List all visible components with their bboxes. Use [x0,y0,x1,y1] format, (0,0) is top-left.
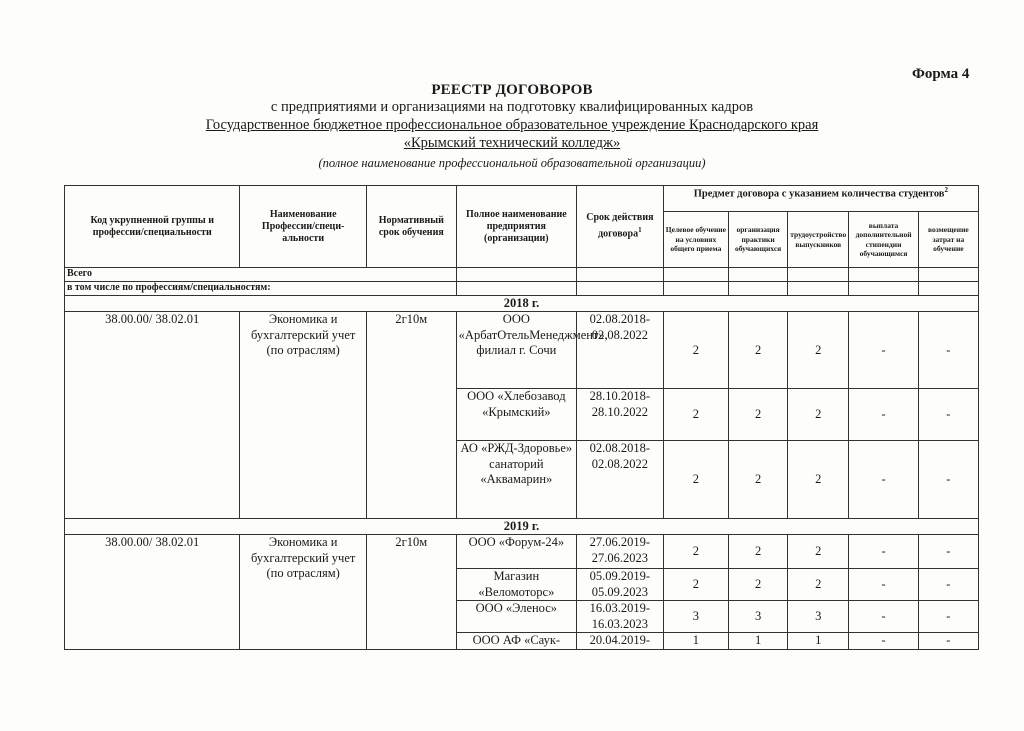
specialty-name: Экономика и бухгалтерский учет (по отраслям) [240,535,366,650]
specialty-code: 38.00.00/ 38.02.01 [65,535,240,650]
contract-dates: 02.08.2018-02.08.2022 [577,441,664,519]
document-subtitle: с предприятиями и организациями на подготовку квалифицированных кадров [270,99,754,115]
header-employment: трудоустройство выпускников [788,212,849,268]
contract-dates: 20.04.2019- [577,633,664,650]
practice-count: 3 [729,601,788,633]
target-training-count: 3 [663,601,728,633]
table-row [65,312,979,389]
employment-count: 2 [788,389,849,441]
document-title: РЕЕСТР ДОГОВОРОВ [431,82,593,98]
organization-name: Государственное бюджетное профессиональное образовательное учреждение Краснодарского края [205,117,819,133]
compensation-value: - [918,633,978,650]
target-training-count: 2 [663,312,728,389]
practice-count: 2 [729,441,788,519]
target-training-count: 2 [663,441,728,519]
employment-count: 2 [788,312,849,389]
practice-count: 2 [729,535,788,569]
contract-dates: 16.03.2019-16.03.2023 [577,601,664,633]
subtotal-row [65,282,979,296]
specialty-name: Экономика и бухгалтерский учет (по отраслям) [240,312,366,519]
practice-count: 2 [729,389,788,441]
header-term: Нормативный срок обучения [366,186,456,268]
year-label: 2019 г. [65,519,979,535]
compensation-value: - [918,601,978,633]
stipend-value: - [849,633,918,650]
specialty-code: 38.00.00/ 38.02.01 [65,312,240,519]
organization-name-cell: ООО «Хлебозавод «Крымский» [456,389,576,441]
contract-dates: 27.06.2019-27.06.2023 [577,535,664,569]
organization-note: (полное наименование профессиональной образовательной организации) [318,156,706,170]
employment-count: 2 [788,569,849,601]
compensation-value: - [918,312,978,389]
header-practice: организация практики обучающихся [729,212,788,268]
compensation-value: - [918,389,978,441]
target-training-count: 2 [663,569,728,601]
header-name: Наименование Профессии/специ-альности [240,186,366,268]
stipend-value: - [849,601,918,633]
organization-name-cell: ООО «АрбатОтельМенеджмент», филиал г. Сочи [456,312,576,389]
table-row [65,535,979,569]
contract-dates: 02.08.2018-02.08.2022 [577,312,664,389]
header-validity-label: Срок действия договора [586,212,654,240]
target-training-count: 2 [663,535,728,569]
header-subject-footnote: 2 [944,186,948,194]
header-organization: Полное наименование предприятия (организации) [456,186,576,268]
compensation-value: - [918,535,978,569]
stipend-value: - [849,441,918,519]
organization-name-cell: ООО «Эленос» [456,601,576,633]
practice-count: 1 [729,633,788,650]
header-stipend: выплата дополнительной стипендии обучающимся [849,212,918,268]
employment-count: 1 [788,633,849,650]
year-row [65,519,979,535]
subtotal-label: в том числе по профессиям/специальностям: [65,282,457,296]
header-compensation: возмещение затрат на обучение [918,212,978,268]
header-target-training: Целевое обучение на условиях общего приема [663,212,728,268]
study-term: 2г10м [366,535,456,650]
header-subject [663,186,978,212]
target-training-count: 2 [663,389,728,441]
organization-name-cell: Магазин «Веломоторс» [456,569,576,601]
employment-count: 2 [788,441,849,519]
stipend-value: - [849,389,918,441]
stipend-value: - [849,569,918,601]
organization-name-cell: ООО АФ «Саук- [456,633,576,650]
total-label: Всего [65,268,457,282]
contracts-register-table [64,185,979,650]
stipend-value: - [849,312,918,389]
compensation-value: - [918,441,978,519]
compensation-value: - [918,569,978,601]
study-term: 2г10м [366,312,456,519]
organization-short-name: «Крымский технический колледж» [403,135,621,151]
year-label: 2018 г. [65,296,979,312]
organization-name-cell: ООО «Форум-24» [456,535,576,569]
header-subject-label: Предмет договора с указанием количества студентов [693,188,945,200]
header-validity [577,186,664,268]
organization-name-cell: АО «РЖД-Здоровье» санаторий «Аквамарин» [456,441,576,519]
contract-dates: 28.10.2018-28.10.2022 [577,389,664,441]
target-training-count: 1 [663,633,728,650]
contract-dates: 05.09.2019-05.09.2023 [577,569,664,601]
year-row [65,296,979,312]
employment-count: 2 [788,535,849,569]
header-code: Код укрупненной группы и профессии/специальности [65,186,240,268]
practice-count: 2 [729,312,788,389]
total-row [65,268,979,282]
stipend-value: - [849,535,918,569]
employment-count: 3 [788,601,849,633]
header-validity-footnote: 1 [638,226,642,235]
practice-count: 2 [729,569,788,601]
form-label: Форма 4 [912,66,970,82]
